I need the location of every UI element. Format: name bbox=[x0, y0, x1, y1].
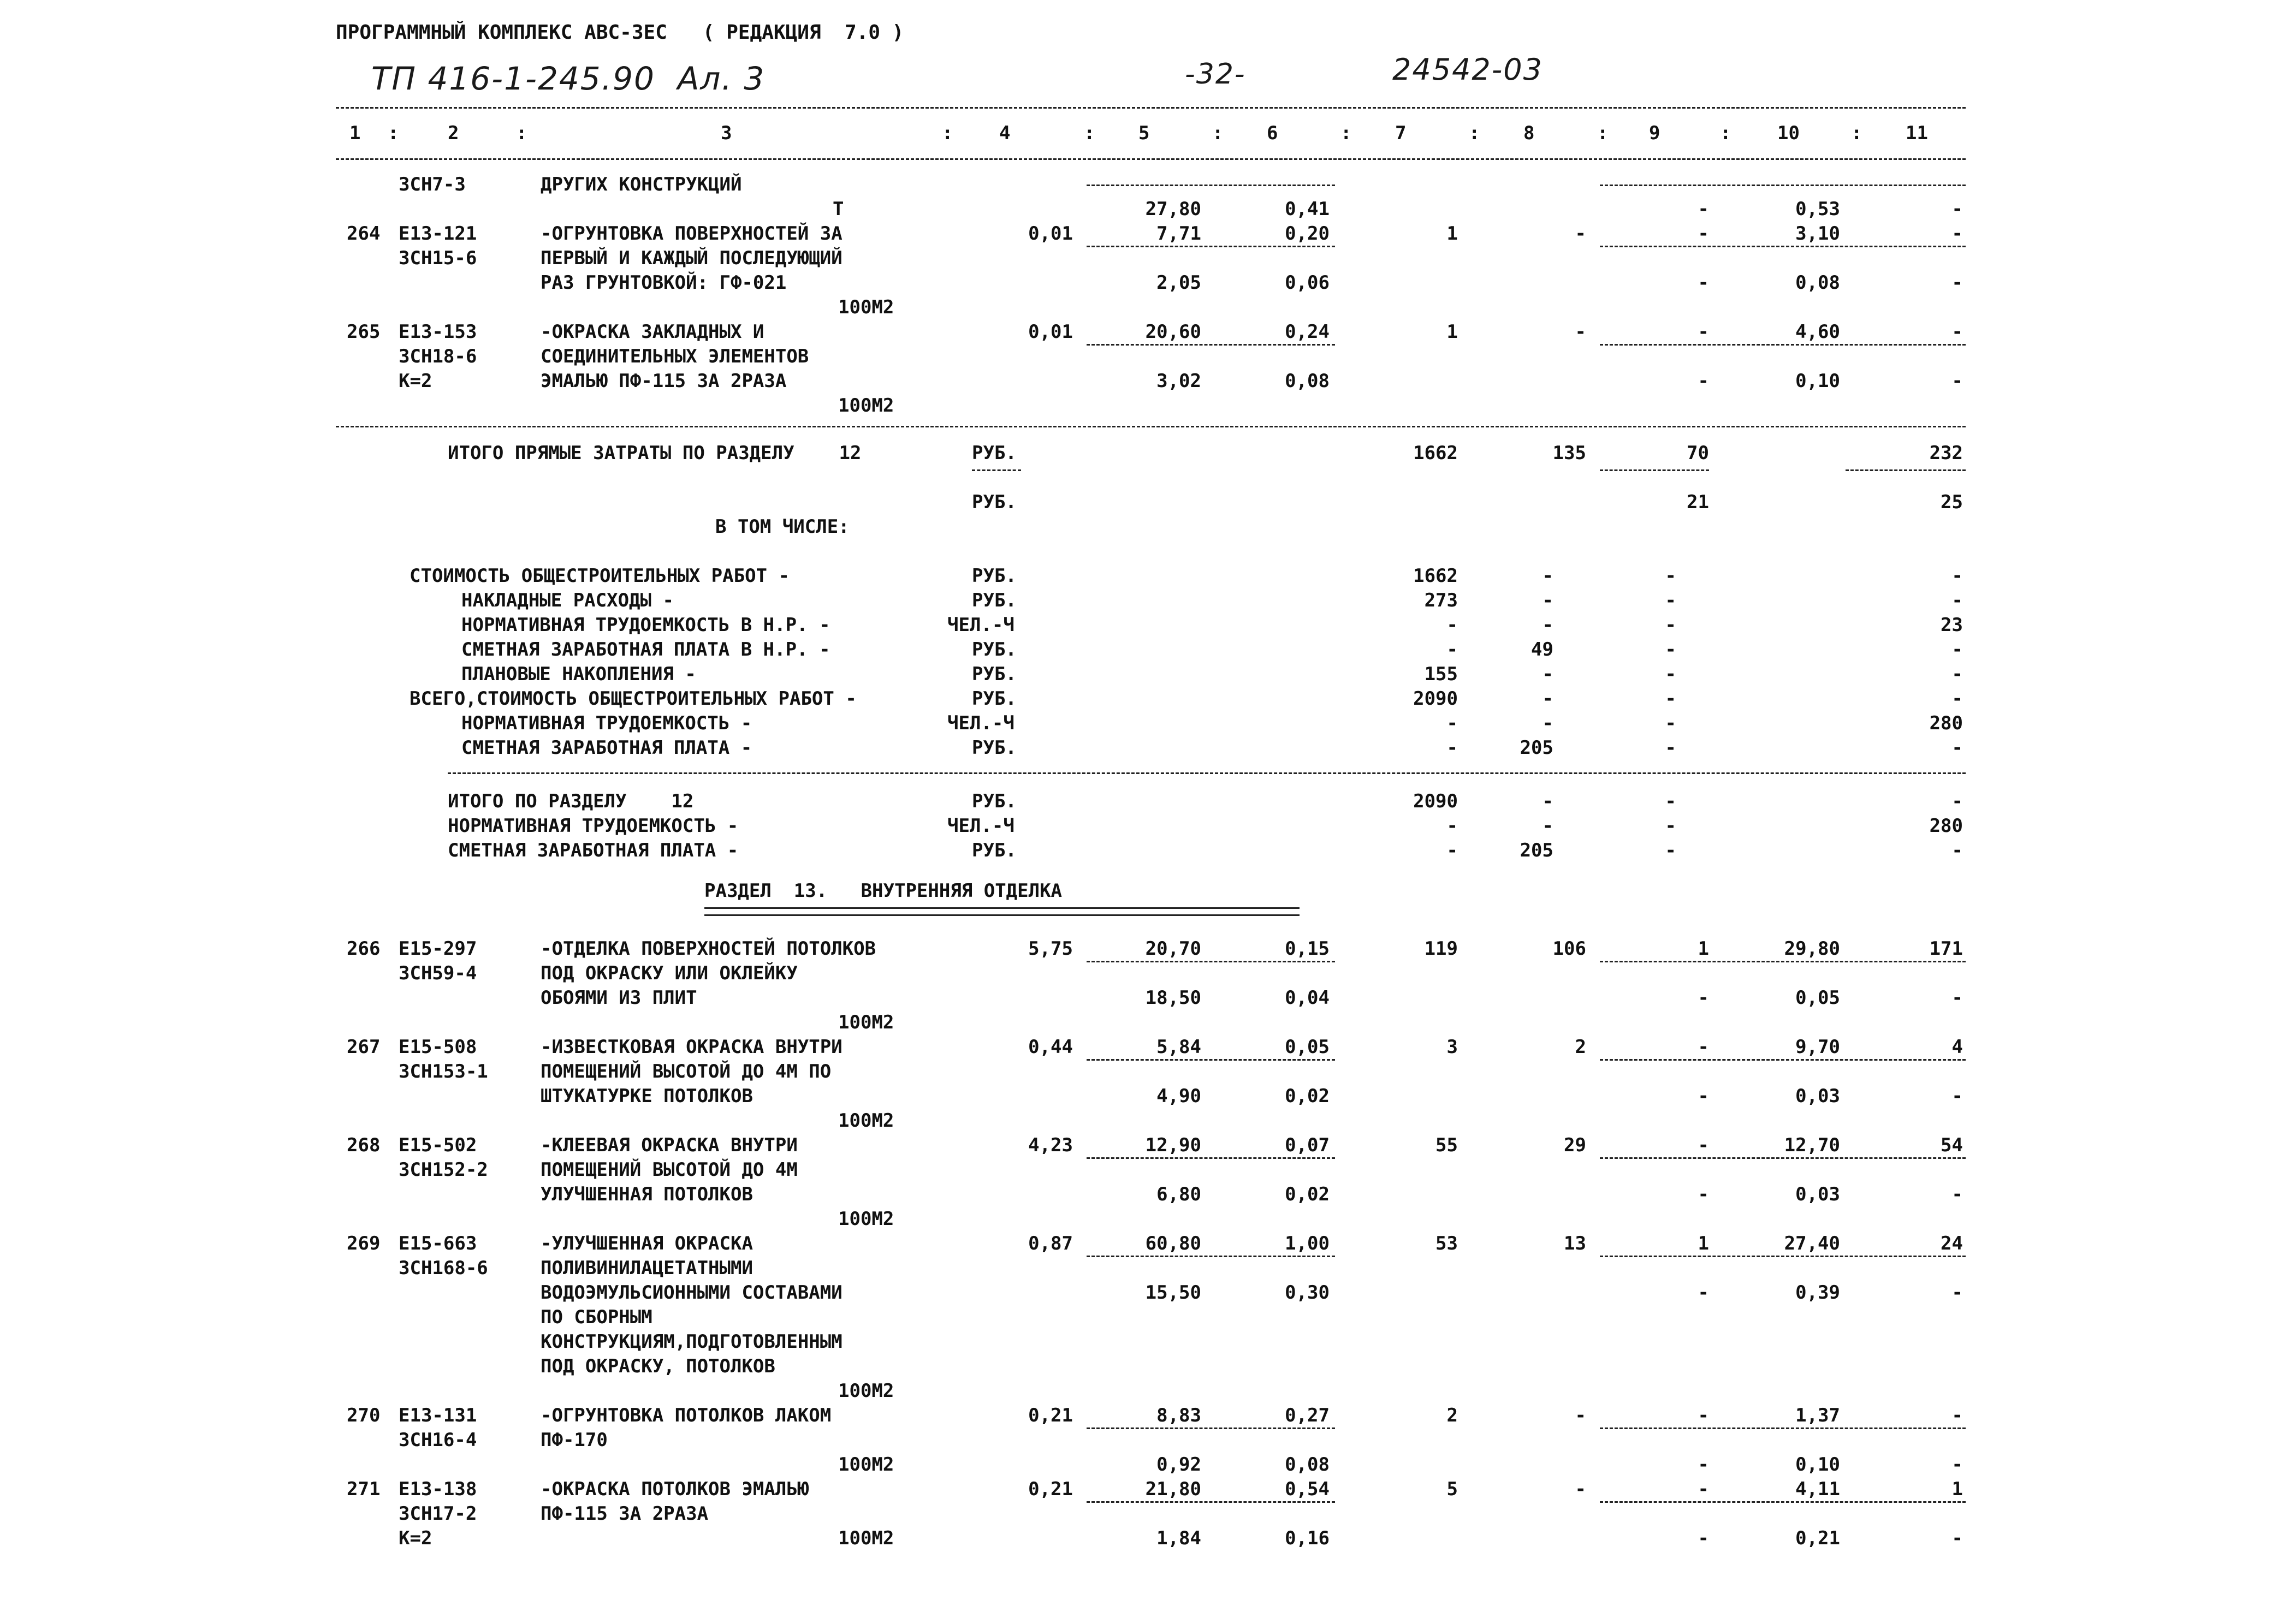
s13-row-description: КОНСТРУКЦИЯМ,ПОДГОТОВЛЕННЫМ bbox=[541, 1331, 843, 1353]
column-separator: : bbox=[388, 122, 399, 144]
s12-row-code: К=2 bbox=[399, 370, 432, 392]
s12-cell-c10: 0,08 bbox=[1795, 272, 1840, 294]
s13-cell-c7: 2 bbox=[1446, 1405, 1458, 1426]
s13-cell-c8: 106 bbox=[1552, 938, 1586, 960]
s13-cell-c10: 9,70 bbox=[1795, 1036, 1840, 1058]
page-number: -32- bbox=[1185, 58, 1246, 91]
s13-row-code: Е15-297 bbox=[399, 938, 477, 960]
s13-cell-c8: - bbox=[1575, 1405, 1586, 1426]
section-total-c7: 2090 bbox=[1413, 790, 1458, 812]
breakdown-c9: - bbox=[1665, 712, 1676, 734]
s13-row-number: 271 bbox=[347, 1478, 381, 1500]
total-c11-rule bbox=[1846, 469, 1966, 471]
s13-cell-c5: 15,50 bbox=[1145, 1282, 1201, 1304]
s13-cell-c5: 8,83 bbox=[1156, 1405, 1201, 1426]
s13-cell-c11: - bbox=[1951, 987, 1963, 1009]
s13-cell-c6: 0,54 bbox=[1285, 1478, 1330, 1500]
breakdown-c9: - bbox=[1665, 737, 1676, 759]
s12-cell-c10: 0,53 bbox=[1795, 198, 1840, 220]
s12-cell-c5: 7,71 bbox=[1156, 223, 1201, 245]
breakdown-c7: - bbox=[1446, 737, 1458, 759]
breakdown-unit: ЧЕЛ.-Ч bbox=[947, 712, 1014, 734]
total-direct-costs-unit: РУБ. bbox=[972, 442, 1017, 464]
section-total-label: ИТОГО ПО РАЗДЕЛУ 12 bbox=[448, 790, 694, 812]
s13-cell-c10: 0,10 bbox=[1795, 1454, 1840, 1476]
breakdown-c8: - bbox=[1542, 614, 1553, 636]
s13-row-description: -ИЗВЕСТКОВАЯ ОКРАСКА ВНУТРИ bbox=[541, 1036, 843, 1058]
s13-row-unit: 100М2 bbox=[838, 1110, 894, 1132]
s13-row-description: ПОМЕЩЕНИЙ ВЫСОТОЙ ДО 4М bbox=[541, 1159, 798, 1181]
s13-cell-c6: 0,07 bbox=[1285, 1134, 1330, 1156]
s13-cell-c9: - bbox=[1698, 1134, 1709, 1156]
section-total-label: СМЕТНАЯ ЗАРАБОТНАЯ ПЛАТА - bbox=[448, 840, 739, 861]
s13-cell-c4: 4,23 bbox=[1028, 1134, 1073, 1156]
s13-row-code: 3СН16-4 bbox=[399, 1429, 477, 1451]
breakdown-c8: - bbox=[1542, 688, 1553, 710]
breakdown-c7: 155 bbox=[1424, 663, 1458, 685]
breakdown-c8: - bbox=[1542, 663, 1553, 685]
s13-cell-c8: 29 bbox=[1564, 1134, 1586, 1156]
s12-cell-c6: 0,08 bbox=[1285, 370, 1330, 392]
s12-cell-c5: 27,80 bbox=[1145, 198, 1201, 220]
s13-row-code: 3СН152-2 bbox=[399, 1159, 488, 1181]
breakdown-c7: 2090 bbox=[1413, 688, 1458, 710]
section-total-c11: - bbox=[1951, 840, 1963, 861]
section-total-c9: - bbox=[1665, 815, 1676, 837]
s13-cell-c7: 3 bbox=[1446, 1036, 1458, 1058]
s12-cell-c6: 0,24 bbox=[1285, 321, 1330, 343]
breakdown-c11: - bbox=[1951, 565, 1963, 587]
s13-cell-c8: 2 bbox=[1575, 1036, 1586, 1058]
s13-cell-c6: 0,05 bbox=[1285, 1036, 1330, 1058]
doc-number: 24542-03 bbox=[1392, 52, 1543, 87]
column-separator: : bbox=[1084, 122, 1095, 144]
breakdown-c11: - bbox=[1951, 639, 1963, 661]
breakdown-label: ПЛАНОВЫЕ НАКОПЛЕНИЯ - bbox=[461, 663, 696, 685]
s13-row-number: 266 bbox=[347, 938, 381, 960]
breakdown-c8: - bbox=[1542, 712, 1553, 734]
s13-row-number: 268 bbox=[347, 1134, 381, 1156]
breakdown-unit: РУБ. bbox=[972, 688, 1017, 710]
s12-cell-c10: 0,10 bbox=[1795, 370, 1840, 392]
s13-cell-c5: 12,90 bbox=[1145, 1134, 1201, 1156]
s13-cell-c9: - bbox=[1698, 1085, 1709, 1107]
s13-cell-c7: 119 bbox=[1424, 938, 1458, 960]
header-rule-top bbox=[336, 107, 1966, 109]
column-separator: : bbox=[1340, 122, 1352, 144]
s13-cell-c6: 0,16 bbox=[1285, 1527, 1330, 1549]
s13-row-number: 267 bbox=[347, 1036, 381, 1058]
s12-row-code: 3СН18-6 bbox=[399, 346, 477, 367]
column-header-5: 5 bbox=[1138, 122, 1150, 144]
s13-row-description: -ОГРУНТОВКА ПОТОЛКОВ ЛАКОМ bbox=[541, 1405, 832, 1426]
s13-cell-c8: 13 bbox=[1564, 1233, 1586, 1254]
s13-cell-c9: 1 bbox=[1698, 1233, 1709, 1254]
s12-cell-c9: - bbox=[1698, 198, 1709, 220]
s13-cell-c5: 20,70 bbox=[1145, 938, 1201, 960]
s12-cell-c8: - bbox=[1575, 223, 1586, 245]
breakdown-c8: 49 bbox=[1531, 639, 1553, 661]
column-header-11: 11 bbox=[1906, 122, 1928, 144]
s13-cell-c9: - bbox=[1698, 987, 1709, 1009]
s13-cell-c5: 5,84 bbox=[1156, 1036, 1201, 1058]
s13-cell-c5: 0,92 bbox=[1156, 1454, 1201, 1476]
s12-subtotal-rule-left bbox=[1087, 246, 1335, 247]
s13-row-description: ПОД ОКРАСКУ ИЛИ ОКЛЕЙКУ bbox=[541, 962, 798, 984]
section-total-c9: - bbox=[1665, 840, 1676, 861]
column-header-4: 4 bbox=[999, 122, 1011, 144]
s13-subtotal-rule-right bbox=[1600, 1256, 1966, 1257]
s13-subtotal-rule-right bbox=[1600, 1059, 1966, 1061]
s13-cell-c9: - bbox=[1698, 1478, 1709, 1500]
breakdown-label: ВСЕГО,СТОИМОСТЬ ОБЩЕСТРОИТЕЛЬНЫХ РАБОТ - bbox=[410, 688, 857, 710]
s13-cell-c7: 53 bbox=[1435, 1233, 1458, 1254]
section-12-end-rule bbox=[336, 426, 1966, 427]
s13-subtotal-rule-left bbox=[1087, 1256, 1335, 1257]
breakdown-c8: - bbox=[1542, 590, 1553, 611]
s13-cell-c11: - bbox=[1951, 1282, 1963, 1304]
s13-cell-c7: 55 bbox=[1435, 1134, 1458, 1156]
s12-cell-c8: - bbox=[1575, 321, 1586, 343]
column-header-7: 7 bbox=[1395, 122, 1407, 144]
s13-subtotal-rule-right bbox=[1600, 1157, 1966, 1159]
s13-row-code: К=2 bbox=[399, 1527, 432, 1549]
s13-row-description: ПОД ОКРАСКУ, ПОТОЛКОВ bbox=[541, 1355, 775, 1377]
breakdown-c11: 280 bbox=[1929, 712, 1963, 734]
s13-row-code: Е15-502 bbox=[399, 1134, 477, 1156]
section-13-title: РАЗДЕЛ 13. ВНУТРЕННЯЯ ОТДЕЛКА bbox=[704, 880, 1063, 902]
s13-cell-c5: 6,80 bbox=[1156, 1183, 1201, 1205]
breakdown-c9: - bbox=[1665, 663, 1676, 685]
s13-cell-c11: 1 bbox=[1951, 1478, 1963, 1500]
total-direct-costs-label: ИТОГО ПРЯМЫЕ ЗАТРАТЫ ПО РАЗДЕЛУ 12 bbox=[448, 442, 862, 464]
breakdown-label: СТОИМОСТЬ ОБЩЕСТРОИТЕЛЬНЫХ РАБОТ - bbox=[410, 565, 790, 587]
s12-row-description: РАЗ ГРУНТОВКОЙ: ГФ-021 bbox=[541, 272, 787, 294]
s13-row-unit: 100М2 bbox=[838, 1454, 894, 1476]
breakdown-c7: 273 bbox=[1424, 590, 1458, 611]
s12-cell-c11: - bbox=[1951, 223, 1963, 245]
breakdown-c11: 23 bbox=[1941, 614, 1963, 636]
s12-cell-c5: 2,05 bbox=[1156, 272, 1201, 294]
s12-row-code: 3СН7-3 bbox=[399, 174, 466, 195]
s13-cell-c10: 0,03 bbox=[1795, 1085, 1840, 1107]
s12-row-description: ДРУГИХ КОНСТРУКЦИЙ bbox=[541, 174, 742, 195]
s13-row-description: ВОДОЭМУЛЬСИОННЫМИ СОСТАВАМИ bbox=[541, 1282, 843, 1304]
s13-subtotal-rule-left bbox=[1087, 1427, 1335, 1429]
s13-cell-c6: 0,02 bbox=[1285, 1085, 1330, 1107]
s12-row-description: СОЕДИНИТЕЛЬНЫХ ЭЛЕМЕНТОВ bbox=[541, 346, 809, 367]
s13-cell-c6: 1,00 bbox=[1285, 1233, 1330, 1254]
s12-cell-c9: - bbox=[1698, 272, 1709, 294]
s13-cell-c5: 4,90 bbox=[1156, 1085, 1201, 1107]
s13-row-description: -УЛУЧШЕННАЯ ОКРАСКА bbox=[541, 1233, 753, 1254]
s12-cell-c7: 1 bbox=[1446, 321, 1458, 343]
breakdown-c8: - bbox=[1542, 565, 1553, 587]
s13-cell-c6: 0,02 bbox=[1285, 1183, 1330, 1205]
s12-subtotal-rule-right bbox=[1600, 344, 1966, 346]
s13-cell-c9: - bbox=[1698, 1183, 1709, 1205]
s13-row-code: 3СН168-6 bbox=[399, 1257, 488, 1279]
s13-cell-c6: 0,08 bbox=[1285, 1454, 1330, 1476]
column-separator: : bbox=[1212, 122, 1224, 144]
s13-row-code: 3СН59-4 bbox=[399, 962, 477, 984]
s12-cell-c11: - bbox=[1951, 370, 1963, 392]
s13-row-code: Е13-138 bbox=[399, 1478, 477, 1500]
section-13-title-underline bbox=[704, 907, 1300, 916]
s13-cell-c10: 0,03 bbox=[1795, 1183, 1840, 1205]
column-separator: : bbox=[1720, 122, 1731, 144]
s13-cell-c11: 54 bbox=[1941, 1134, 1963, 1156]
s13-cell-c11: 171 bbox=[1929, 938, 1963, 960]
breakdown-label: НОРМАТИВНАЯ ТРУДОЕМКОСТЬ - bbox=[461, 712, 752, 734]
s13-cell-c10: 4,11 bbox=[1795, 1478, 1840, 1500]
breakdown-c9: - bbox=[1665, 614, 1676, 636]
program-header: ПРОГРАММНЫЙ КОМПЛЕКС АВС-3ЕС ( РЕДАКЦИЯ 7.0 ) bbox=[336, 21, 904, 44]
total-unit-2: РУБ. bbox=[972, 491, 1017, 513]
s13-row-code: Е13-131 bbox=[399, 1405, 477, 1426]
total-c7: 1662 bbox=[1413, 442, 1458, 464]
s13-subtotal-rule-left bbox=[1087, 1157, 1335, 1159]
s12-cell-c11: - bbox=[1951, 321, 1963, 343]
s12-row-number: 264 bbox=[347, 223, 381, 245]
s13-row-code: Е15-508 bbox=[399, 1036, 477, 1058]
s13-row-code: 3СН153-1 bbox=[399, 1061, 488, 1082]
breakdown-c7: - bbox=[1446, 639, 1458, 661]
breakdown-unit: ЧЕЛ.-Ч bbox=[947, 614, 1014, 636]
s13-cell-c10: 1,37 bbox=[1795, 1405, 1840, 1426]
s13-cell-c11: - bbox=[1951, 1085, 1963, 1107]
s13-cell-c10: 12,70 bbox=[1784, 1134, 1840, 1156]
s13-row-unit: 100М2 bbox=[838, 1380, 894, 1402]
section-total-c7: - bbox=[1446, 815, 1458, 837]
s13-row-number: 270 bbox=[347, 1405, 381, 1426]
s12-row-description: -ОКРАСКА ЗАКЛАДНЫХ И bbox=[541, 321, 764, 343]
s12-cell-c6: 0,20 bbox=[1285, 223, 1330, 245]
s12-row-description: ЭМАЛЬЮ ПФ-115 ЗА 2РАЗА bbox=[541, 370, 787, 392]
s13-cell-c4: 0,21 bbox=[1028, 1405, 1073, 1426]
breakdown-unit: РУБ. bbox=[972, 737, 1017, 759]
s12-row-unit: 100М2 bbox=[838, 296, 894, 318]
s12-subtotal-rule-left bbox=[1087, 344, 1335, 346]
breakdown-c9: - bbox=[1665, 639, 1676, 661]
section-total-label: НОРМАТИВНАЯ ТРУДОЕМКОСТЬ - bbox=[448, 815, 739, 837]
s13-subtotal-rule-left bbox=[1087, 1501, 1335, 1503]
breakdown-unit: РУБ. bbox=[972, 663, 1017, 685]
s13-cell-c10: 0,05 bbox=[1795, 987, 1840, 1009]
column-separator: : bbox=[1851, 122, 1862, 144]
s13-cell-c4: 0,21 bbox=[1028, 1478, 1073, 1500]
s13-cell-c6: 0,27 bbox=[1285, 1405, 1330, 1426]
s13-row-code: Е15-663 bbox=[399, 1233, 477, 1254]
breakdown-unit: РУБ. bbox=[972, 565, 1017, 587]
header-rule-bottom bbox=[336, 158, 1966, 160]
s13-cell-c4: 0,87 bbox=[1028, 1233, 1073, 1254]
breakdown-unit: РУБ. bbox=[972, 639, 1017, 661]
s12-cell-c9: - bbox=[1698, 321, 1709, 343]
s12-cell-c9: - bbox=[1698, 370, 1709, 392]
s13-cell-c5: 1,84 bbox=[1156, 1527, 1201, 1549]
s13-row-description: ПО СБОРНЫМ bbox=[541, 1306, 652, 1328]
s13-row-unit: 100М2 bbox=[838, 1012, 894, 1033]
s13-cell-c11: - bbox=[1951, 1527, 1963, 1549]
s13-cell-c11: - bbox=[1951, 1454, 1963, 1476]
column-header-8: 8 bbox=[1523, 122, 1535, 144]
s13-row-description: УЛУЧШЕННАЯ ПОТОЛКОВ bbox=[541, 1183, 753, 1205]
section-total-c11: 280 bbox=[1929, 815, 1963, 837]
s13-cell-c9: - bbox=[1698, 1036, 1709, 1058]
s13-cell-c4: 0,44 bbox=[1028, 1036, 1073, 1058]
section-total-unit: ЧЕЛ.-Ч bbox=[947, 815, 1014, 837]
section-total-c9: - bbox=[1665, 790, 1676, 812]
column-header-1: 1 bbox=[349, 122, 361, 144]
s13-row-code: 3СН17-2 bbox=[399, 1503, 477, 1525]
s12-cell-c6: 0,41 bbox=[1285, 198, 1330, 220]
s13-subtotal-rule-right bbox=[1600, 1427, 1966, 1429]
breakdown-end-rule bbox=[448, 772, 1966, 774]
section-total-unit: РУБ. bbox=[972, 840, 1017, 861]
column-header-2: 2 bbox=[448, 122, 459, 144]
s12-row-code: Е13-153 bbox=[399, 321, 477, 343]
section-total-c8: - bbox=[1542, 790, 1553, 812]
breakdown-c7: - bbox=[1446, 614, 1458, 636]
s13-row-description: ПОЛИВИНИЛАЦЕТАТНЫМИ bbox=[541, 1257, 753, 1279]
s13-cell-c5: 60,80 bbox=[1145, 1233, 1201, 1254]
s13-row-number: 269 bbox=[347, 1233, 381, 1254]
s13-subtotal-rule-left bbox=[1087, 961, 1335, 962]
s13-row-description: ОБОЯМИ ИЗ ПЛИТ bbox=[541, 987, 697, 1009]
s13-cell-c6: 0,15 bbox=[1285, 938, 1330, 960]
s12-row-unit: 100М2 bbox=[838, 395, 894, 417]
s13-row-description: -КЛЕЕВАЯ ОКРАСКА ВНУТРИ bbox=[541, 1134, 798, 1156]
s12-cell-c9: - bbox=[1698, 223, 1709, 245]
section-total-c11: - bbox=[1951, 790, 1963, 812]
s12-subtotal-rule-right bbox=[1600, 185, 1966, 186]
s13-subtotal-rule-right bbox=[1600, 961, 1966, 962]
total-c9: 70 bbox=[1687, 442, 1709, 464]
s13-cell-c9: - bbox=[1698, 1405, 1709, 1426]
column-header-10: 10 bbox=[1777, 122, 1800, 144]
s13-cell-c11: - bbox=[1951, 1405, 1963, 1426]
s12-cell-c10: 3,10 bbox=[1795, 223, 1840, 245]
breakdown-c8: 205 bbox=[1520, 737, 1553, 759]
s12-subtotal-rule-right bbox=[1600, 246, 1966, 247]
s13-cell-c10: 29,80 bbox=[1784, 938, 1840, 960]
s13-row-description: ПФ-170 bbox=[541, 1429, 608, 1451]
s13-cell-c10: 0,39 bbox=[1795, 1282, 1840, 1304]
s12-row-description: -ОГРУНТОВКА ПОВЕРХНОСТЕЙ ЗА bbox=[541, 223, 843, 245]
s12-cell-c4: 0,01 bbox=[1028, 223, 1073, 245]
s13-cell-c8: - bbox=[1575, 1478, 1586, 1500]
s13-row-description: ПОМЕЩЕНИЙ ВЫСОТОЙ ДО 4М ПО bbox=[541, 1061, 832, 1082]
column-header-6: 6 bbox=[1267, 122, 1278, 144]
s13-cell-c9: - bbox=[1698, 1282, 1709, 1304]
s12-row-code: 3СН15-6 bbox=[399, 247, 477, 269]
breakdown-label: СМЕТНАЯ ЗАРАБОТНАЯ ПЛАТА - bbox=[461, 737, 752, 759]
s13-cell-c9: 1 bbox=[1698, 938, 1709, 960]
total-c9-rule bbox=[1600, 469, 1709, 471]
s13-row-description: ПФ-115 ЗА 2РАЗА bbox=[541, 1503, 709, 1525]
s13-row-description: ШТУКАТУРКЕ ПОТОЛКОВ bbox=[541, 1085, 753, 1107]
s13-cell-c5: 21,80 bbox=[1145, 1478, 1201, 1500]
section-total-c8: - bbox=[1542, 815, 1553, 837]
s13-cell-c11: - bbox=[1951, 1183, 1963, 1205]
breakdown-c11: - bbox=[1951, 688, 1963, 710]
s12-cell-c6: 0,06 bbox=[1285, 272, 1330, 294]
including-label: В ТОМ ЧИСЛЕ: bbox=[715, 516, 850, 538]
section-total-c7: - bbox=[1446, 840, 1458, 861]
s12-row-description: Т bbox=[833, 198, 844, 220]
column-header-3: 3 bbox=[721, 122, 732, 144]
breakdown-c11: - bbox=[1951, 737, 1963, 759]
s13-row-description: -ОКРАСКА ПОТОЛКОВ ЭМАЛЬЮ bbox=[541, 1478, 809, 1500]
s13-subtotal-rule-left bbox=[1087, 1059, 1335, 1061]
breakdown-c7: 1662 bbox=[1413, 565, 1458, 587]
breakdown-label: НОРМАТИВНАЯ ТРУДОЕМКОСТЬ В Н.Р. - bbox=[461, 614, 830, 636]
column-separator: : bbox=[942, 122, 953, 144]
s13-cell-c9: - bbox=[1698, 1454, 1709, 1476]
s13-cell-c10: 0,21 bbox=[1795, 1527, 1840, 1549]
breakdown-c9: - bbox=[1665, 688, 1676, 710]
breakdown-label: СМЕТНАЯ ЗАРАБОТНАЯ ПЛАТА В Н.Р. - bbox=[461, 639, 830, 661]
s12-cell-c11: - bbox=[1951, 198, 1963, 220]
breakdown-c9: - bbox=[1665, 565, 1676, 587]
s13-cell-c11: 24 bbox=[1941, 1233, 1963, 1254]
s13-subtotal-rule-right bbox=[1600, 1501, 1966, 1503]
breakdown-c11: - bbox=[1951, 663, 1963, 685]
column-separator: : bbox=[1469, 122, 1480, 144]
s13-cell-c7: 5 bbox=[1446, 1478, 1458, 1500]
s12-cell-c10: 4,60 bbox=[1795, 321, 1840, 343]
s13-cell-c10: 27,40 bbox=[1784, 1233, 1840, 1254]
total-c8: 135 bbox=[1552, 442, 1586, 464]
section-total-c8: 205 bbox=[1520, 840, 1553, 861]
column-header-9: 9 bbox=[1649, 122, 1660, 144]
s12-cell-c7: 1 bbox=[1446, 223, 1458, 245]
column-separator: : bbox=[516, 122, 527, 144]
s12-subtotal-rule-left bbox=[1087, 185, 1335, 186]
total-c9b: 21 bbox=[1687, 491, 1709, 513]
s13-cell-c4: 5,75 bbox=[1028, 938, 1073, 960]
breakdown-c11: - bbox=[1951, 590, 1963, 611]
s13-cell-c11: 4 bbox=[1951, 1036, 1963, 1058]
total-c11b: 25 bbox=[1941, 491, 1963, 513]
s12-cell-c11: - bbox=[1951, 272, 1963, 294]
breakdown-label: НАКЛАДНЫЕ РАСХОДЫ - bbox=[461, 590, 674, 611]
s12-cell-c4: 0,01 bbox=[1028, 321, 1073, 343]
s13-cell-c6: 0,04 bbox=[1285, 987, 1330, 1009]
s13-cell-c9: - bbox=[1698, 1527, 1709, 1549]
s13-row-description: -ОТДЕЛКА ПОВЕРХНОСТЕЙ ПОТОЛКОВ bbox=[541, 938, 876, 960]
s12-row-code: Е13-121 bbox=[399, 223, 477, 245]
s13-cell-c6: 0,30 bbox=[1285, 1282, 1330, 1304]
s13-row-unit: 100М2 bbox=[838, 1208, 894, 1230]
s12-row-number: 265 bbox=[347, 321, 381, 343]
column-separator: : bbox=[1597, 122, 1609, 144]
breakdown-unit: РУБ. bbox=[972, 590, 1017, 611]
total-c11: 232 bbox=[1929, 442, 1963, 464]
breakdown-c9: - bbox=[1665, 590, 1676, 611]
s13-cell-c5: 18,50 bbox=[1145, 987, 1201, 1009]
doc-code: ТП 416-1-245.90 Ал. 3 bbox=[371, 60, 766, 97]
total-unit-rule bbox=[972, 469, 1021, 471]
s13-row-unit: 100М2 bbox=[838, 1527, 894, 1549]
s12-cell-c5: 3,02 bbox=[1156, 370, 1201, 392]
s12-row-description: ПЕРВЫЙ И КАЖДЫЙ ПОСЛЕДУЮЩИЙ bbox=[541, 247, 843, 269]
section-total-unit: РУБ. bbox=[972, 790, 1017, 812]
s12-cell-c5: 20,60 bbox=[1145, 321, 1201, 343]
breakdown-c7: - bbox=[1446, 712, 1458, 734]
